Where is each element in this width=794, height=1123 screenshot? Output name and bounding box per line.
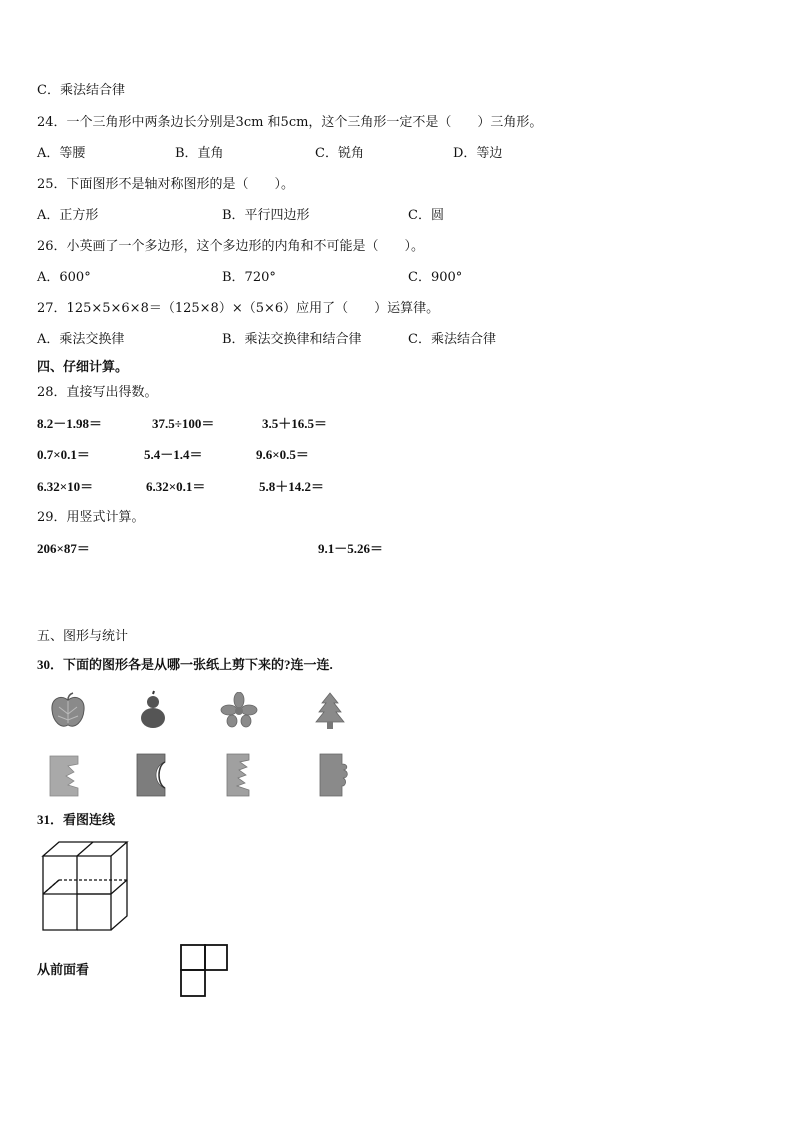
section-5-heading: 五、图形与统计 [37,629,129,644]
section-4-heading: 四、仔细计算。 [37,359,129,374]
q24-option-b[interactable]: B．直角 [175,146,224,161]
question-28: 28．直接写出得数。 [37,385,158,400]
pine-tree-icon[interactable] [314,692,346,730]
flower-icon[interactable] [220,692,258,728]
q24-option-d[interactable]: D．等边 [453,146,503,161]
calc-item: 5.4－1.4＝ [144,447,203,462]
calc-item: 0.7×0.1＝ [37,447,90,462]
q25-option-a[interactable]: A．正方形 [37,208,99,223]
paper-zigzag-icon[interactable] [48,754,80,798]
cube-stack-icon [39,838,131,934]
q26-option-b[interactable]: B．720° [222,270,276,285]
question-26: 26．小英画了一个多边形，这个多边形的内角和不可能是（ ）。 [37,239,425,254]
q24-option-c[interactable]: C．锐角 [315,146,364,161]
gourd-icon[interactable] [138,690,168,730]
vertical-calc-item: 206×87＝ [37,541,90,556]
paper-arc-icon[interactable] [135,752,167,798]
calc-item: 6.32×0.1＝ [146,479,206,494]
paper-scallop-icon[interactable] [316,752,352,798]
question-31: 31．看图连线 [37,812,116,827]
previous-option-c: C．乘法结合律 [37,83,125,98]
calc-item: 5.8＋14.2＝ [259,479,325,494]
apple-icon[interactable] [50,692,86,730]
calc-item: 3.5＋16.5＝ [262,416,328,431]
question-24: 24．一个三角形中两条边长分别是3cm 和5cm，这个三角形一定不是（ ）三角形。 [37,115,543,130]
question-25: 25．下面图形不是轴对称图形的是（ ）。 [37,177,295,192]
q27-option-a[interactable]: A．乘法交换律 [37,332,125,347]
front-view-label: 从前面看 [37,962,90,977]
q27-option-c[interactable]: C．乘法结合律 [408,332,496,347]
calc-item: 9.6×0.5＝ [256,447,309,462]
q24-option-a[interactable]: A．等腰 [37,146,86,161]
paper-steps-icon[interactable] [225,752,255,798]
calc-item: 37.5÷100＝ [152,416,215,431]
question-29: 29．用竖式计算。 [37,510,145,525]
front-view-shape-icon[interactable] [178,942,230,1000]
q27-option-b[interactable]: B．乘法交换律和结合律 [222,332,362,347]
q25-option-c[interactable]: C．圆 [408,208,444,223]
calc-item: 6.32×10＝ [37,479,94,494]
q26-option-c[interactable]: C．900° [408,270,463,285]
question-30: 30．下面的图形各是从哪一张纸上剪下来的?连一连. [37,657,333,672]
question-27: 27．125×5×6×8＝（125×8）×（5×6）应用了（ ）运算律。 [37,301,440,316]
q26-option-a[interactable]: A．600° [37,270,91,285]
vertical-calc-item: 9.1－5.26＝ [318,541,384,556]
q25-option-b[interactable]: B．平行四边形 [222,208,310,223]
calc-item: 8.2－1.98＝ [37,416,103,431]
